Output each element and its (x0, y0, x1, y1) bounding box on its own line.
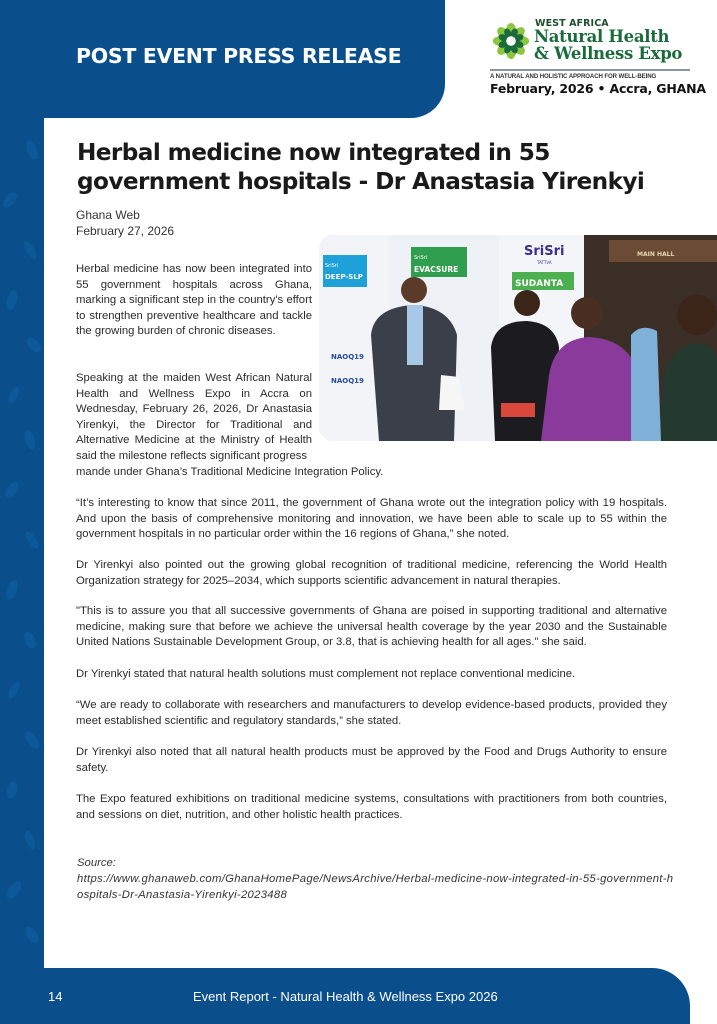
brand-sub-sign: TATTVA (537, 260, 552, 265)
product-sign-sudanta: SUDANTA (515, 279, 564, 289)
paragraph-1: Herbal medicine has now been integrated into 55 government hospitals across Ghana, marking a significant step in the country's effort to strengthen preventive healthcare and tackle the growing burden of chronic diseases. (76, 263, 312, 338)
logo-region: WEST AFRICA (535, 18, 609, 29)
brand-sign-2: SriSri (414, 255, 428, 261)
expo-photo (319, 235, 717, 441)
source-link[interactable]: https://www.ghanaweb.com/GhanaHomePage/NewsArchive/Herbal-medicine-now-integrated-in-55-government-hospitals-Dr-Anastasia-Yirenkyi-2023488 (77, 873, 674, 901)
article-title: Herbal medicine now integrated in 55 government hospitals - Dr Anastasia Yirenkyi (77, 139, 645, 195)
page-number: 14 (48, 989, 63, 1004)
paragraph-5: "This is to assure you that all successive governments of Ghana are poised in supporting traditional and alternative medicine, making sure that before we achieve the universal health coverage by the year 2030 and the Sustainable United Nations Sustainable Development Group, or 3.8, that is achieving health for all ages." she said. (76, 605, 667, 649)
product-sign-evacsure: EVACSURE (414, 265, 459, 274)
paragraph-7: “We are ready to collaborate with researchers and manufacturers to develop evidence-based products, provided they meet established scientific and regulatory standards,” she stated. (76, 699, 667, 727)
paragraph-3: “It’s interesting to know that since 2011, the government of Ghana wrote out the integration policy with 19 hospitals. And upon the basis of comprehensive monitoring and innovation, we have been able to scale up to 55 within the government hospitals in no particular order within the 16 regions of Ghana,” she noted. (76, 497, 667, 541)
footer-title: Event Report - Natural Health & Wellness Expo 2026 (193, 989, 498, 1004)
expo-logo (488, 16, 708, 100)
brand-sign-3: SriSri (524, 244, 565, 259)
exhibition-booth-illustration (319, 235, 717, 441)
flower-logo-icon (492, 22, 530, 60)
paragraph-2: Speaking at the maiden West African Natural Health and Wellness Expo in Accra on Wednesday, February 26, 2026, Dr Anastasia Yirenkyi, the Director for Traditional and Alternative Medicine at the Ministry of Health said the milestone reflects significant progress (76, 372, 312, 462)
publish-date: February 27, 2026 (76, 223, 175, 238)
source-label: Source: (77, 857, 116, 869)
logo-name-line1: Natural Health (534, 27, 670, 46)
product-sign-naoq19-1: NAOQ19 (331, 353, 364, 361)
paragraph-2-continued: mande under Ghana’s Traditional Medicine Integration Policy. (76, 466, 384, 478)
logo-divider (490, 69, 690, 71)
section-title: POST EVENT PRESS RELEASE (76, 44, 402, 68)
brand-sign-1: SriSri (325, 263, 339, 269)
paragraph-9: The Expo featured exhibitions on traditional medicine systems, consultations with practitioners from both countries, and sessions on diet, nutrition, and other holistic health practices. (76, 793, 667, 821)
byline (76, 208, 174, 239)
logo-tagline: A NATURAL AND HOLISTIC APPROACH FOR WELL-BEING (490, 73, 657, 80)
main-hall-sign: MAIN HALL (637, 251, 675, 258)
paragraph-8: Dr Yirenkyi also noted that all natural health products must be approved by the Food and Drugs Authority to ensure safety. (76, 746, 667, 774)
source-citation (77, 855, 677, 903)
logo-name-line2: & Wellness Expo (534, 44, 683, 63)
product-sign-deep-slp: DEEP-SLP (325, 273, 363, 281)
product-sign-naoq19-2: NAOQ19 (331, 377, 364, 385)
paragraph-4: Dr Yirenkyi also pointed out the growing global recognition of traditional medicine, referencing the World Health Organization strategy for 2025–2034, which supports scientific advancement in natural therapies. (76, 559, 667, 587)
publisher: Ghana Web (76, 208, 140, 222)
paragraph-6: Dr Yirenkyi stated that natural health solutions must complement not replace conventional medicine. (76, 668, 576, 680)
event-date-location: February, 2026 • Accra, GHANA (490, 81, 706, 96)
